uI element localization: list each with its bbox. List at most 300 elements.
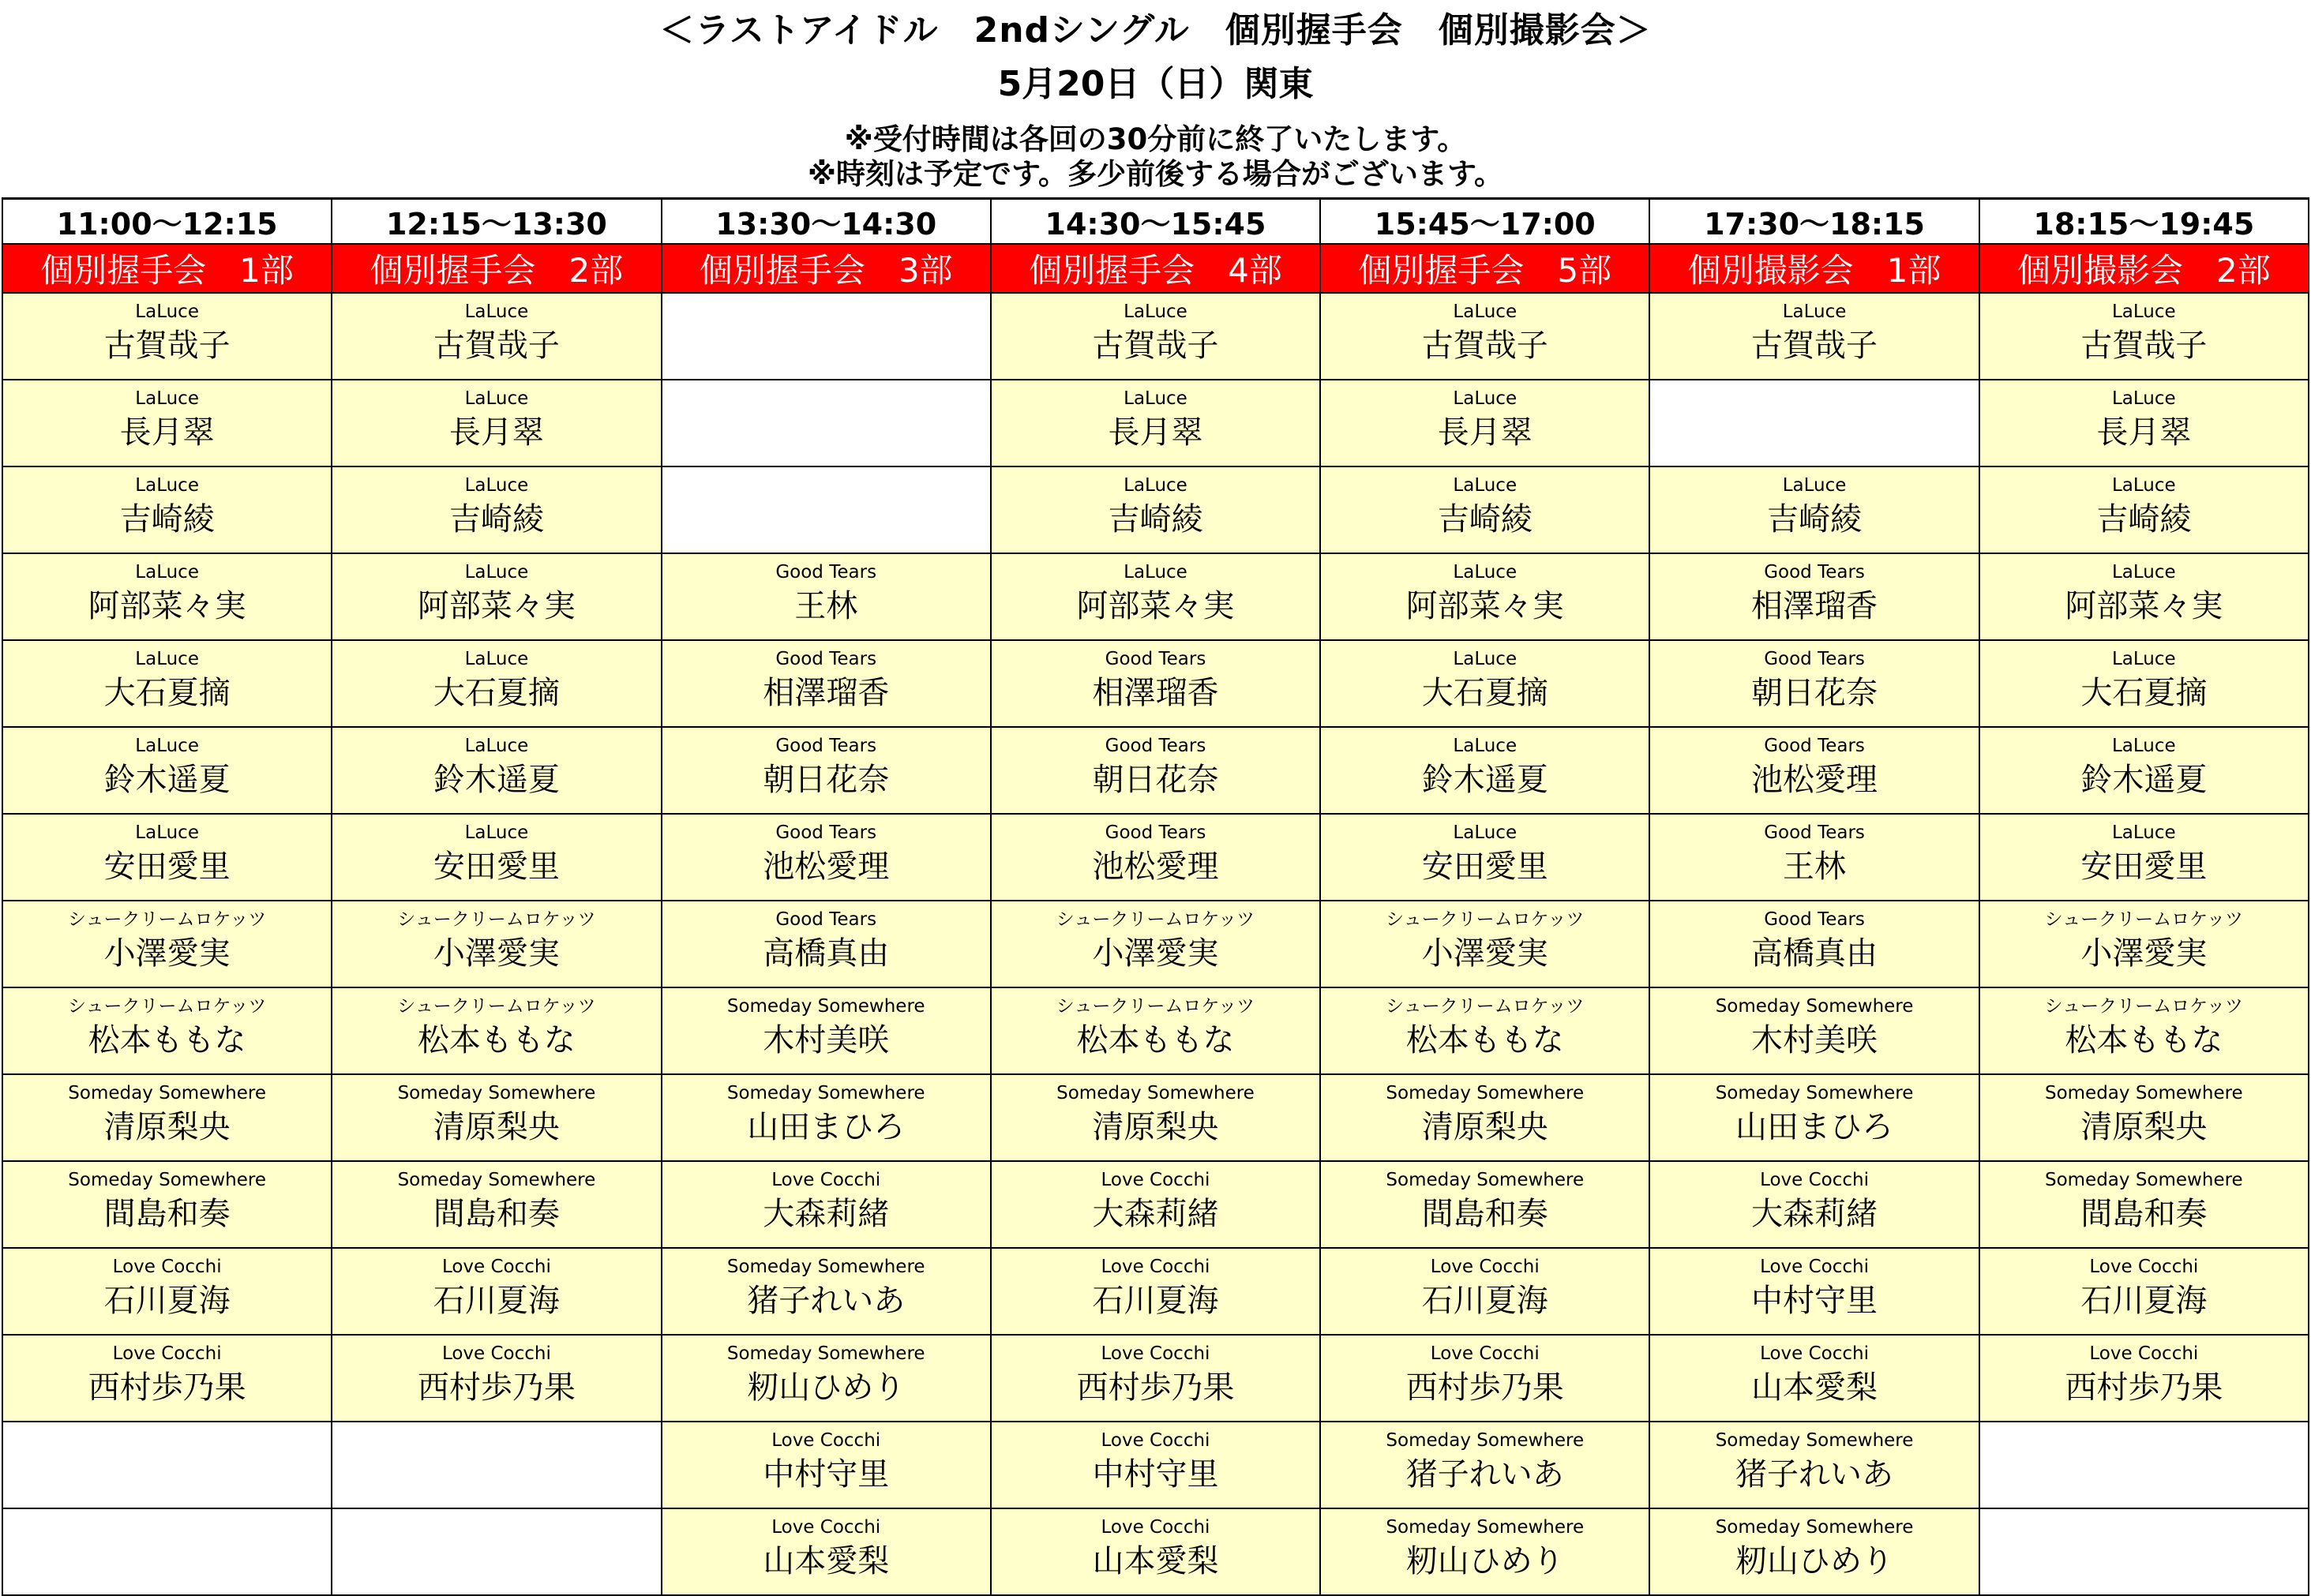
member-slot bbox=[2, 1161, 332, 1248]
group-name: LaLuce bbox=[1453, 649, 1518, 669]
member-slot bbox=[662, 1508, 991, 1595]
group-name: Someday Somewhere bbox=[726, 1343, 925, 1364]
group-name: LaLuce bbox=[464, 562, 529, 583]
member-slot bbox=[1979, 1074, 2309, 1161]
group-name: Someday Somewhere bbox=[397, 1083, 596, 1103]
schedule-body bbox=[2, 293, 2309, 1595]
empty-slot bbox=[2, 1422, 332, 1508]
group-name: LaLuce bbox=[2111, 822, 2176, 843]
member-name: 松本ももな bbox=[2065, 1022, 2223, 1058]
member-slot bbox=[2, 1074, 332, 1161]
empty-slot bbox=[1979, 1508, 2309, 1595]
group-name: Someday Somewhere bbox=[1056, 1083, 1255, 1103]
member-name: 鈴木遥夏 bbox=[103, 762, 231, 798]
member-slot bbox=[991, 293, 1320, 380]
member-name: 石川夏海 bbox=[2080, 1283, 2208, 1319]
member-slot bbox=[991, 640, 1320, 727]
member-slot bbox=[1979, 1335, 2309, 1422]
member-name: 池松愛理 bbox=[1751, 762, 1878, 798]
group-name: Love Cocchi bbox=[771, 1517, 881, 1538]
group-name: Love Cocchi bbox=[1101, 1430, 1210, 1451]
member-name: 安田愛里 bbox=[1421, 849, 1548, 885]
empty-slot bbox=[1649, 380, 1979, 466]
group-name: Someday Somewhere bbox=[726, 996, 925, 1017]
member-name: 籾山ひめり bbox=[1735, 1543, 1894, 1579]
group-name: LaLuce bbox=[1782, 475, 1847, 496]
member-slot bbox=[1320, 814, 1649, 901]
page-title: ＜ラストアイドル 2ndシングル 個別握手会 個別撮影会＞ bbox=[659, 10, 1652, 51]
member-name: 木村美咲 bbox=[1751, 1022, 1878, 1058]
group-name: Love Cocchi bbox=[1760, 1343, 1870, 1364]
empty-slot bbox=[332, 1422, 661, 1508]
member-slot bbox=[1649, 727, 1979, 814]
member-name: 石川夏海 bbox=[103, 1283, 231, 1319]
group-name: Good Tears bbox=[775, 562, 877, 583]
member-slot bbox=[332, 380, 661, 466]
group-name: Someday Somewhere bbox=[1715, 996, 1914, 1017]
group-name: LaLuce bbox=[464, 649, 529, 669]
session-label-5: 個別握手会 5部 bbox=[1320, 244, 1649, 293]
member-slot bbox=[332, 1335, 661, 1422]
member-name: 高橋真由 bbox=[763, 935, 890, 972]
member-slot bbox=[332, 466, 661, 553]
member-name: 大石夏摘 bbox=[1421, 675, 1548, 711]
group-name: LaLuce bbox=[135, 388, 199, 409]
group-name: LaLuce bbox=[464, 822, 529, 843]
member-name: 長月翠 bbox=[448, 414, 544, 451]
table-row bbox=[2, 293, 2309, 380]
group-name: Love Cocchi bbox=[771, 1430, 881, 1451]
group-name: Someday Somewhere bbox=[1386, 1430, 1585, 1451]
member-name: 大森莉緒 bbox=[1092, 1196, 1219, 1232]
member-slot bbox=[662, 814, 991, 901]
member-slot bbox=[332, 814, 661, 901]
group-name: Good Tears bbox=[775, 822, 877, 843]
table-row bbox=[2, 1335, 2309, 1422]
member-name: 山本愛梨 bbox=[1092, 1543, 1219, 1579]
group-name: Good Tears bbox=[1764, 736, 1865, 756]
time-row bbox=[2, 199, 2309, 245]
member-slot bbox=[1320, 1335, 1649, 1422]
member-name: 王林 bbox=[1783, 849, 1847, 885]
member-slot bbox=[662, 1335, 991, 1422]
group-name: LaLuce bbox=[135, 822, 199, 843]
group-name: Love Cocchi bbox=[771, 1170, 881, 1190]
member-slot bbox=[332, 640, 661, 727]
member-slot bbox=[1979, 1248, 2309, 1335]
member-slot bbox=[991, 901, 1320, 987]
member-slot bbox=[1649, 293, 1979, 380]
member-slot bbox=[1320, 1074, 1649, 1161]
group-name: LaLuce bbox=[464, 388, 529, 409]
group-name: Good Tears bbox=[1764, 649, 1865, 669]
member-slot bbox=[1979, 553, 2309, 640]
member-name: 小澤愛実 bbox=[2080, 935, 2208, 972]
group-name: Love Cocchi bbox=[112, 1343, 222, 1364]
member-slot bbox=[1320, 1422, 1649, 1508]
group-name: Love Cocchi bbox=[1430, 1343, 1540, 1364]
table-row bbox=[2, 901, 2309, 987]
member-name: 猪子れいあ bbox=[747, 1283, 906, 1319]
member-slot bbox=[1649, 987, 1979, 1074]
member-name: 安田愛里 bbox=[103, 849, 231, 885]
member-name: 朝日花奈 bbox=[1092, 762, 1219, 798]
member-name: 小澤愛実 bbox=[1421, 935, 1548, 972]
table-row bbox=[2, 640, 2309, 727]
member-name: 朝日花奈 bbox=[1751, 675, 1878, 711]
member-name: 清原梨央 bbox=[1421, 1109, 1548, 1145]
group-name: LaLuce bbox=[1453, 475, 1518, 496]
table-row bbox=[2, 987, 2309, 1074]
member-name: 長月翠 bbox=[1437, 414, 1533, 451]
member-slot bbox=[1979, 466, 2309, 553]
member-name: 阿部菜々実 bbox=[88, 588, 246, 624]
member-slot bbox=[662, 1248, 991, 1335]
group-name: Good Tears bbox=[775, 909, 877, 930]
member-slot bbox=[332, 901, 661, 987]
member-slot bbox=[991, 1422, 1320, 1508]
group-name: シュークリームロケッツ bbox=[1386, 909, 1585, 930]
member-slot bbox=[1979, 987, 2309, 1074]
group-name: シュークリームロケッツ bbox=[1056, 909, 1255, 930]
session-label-1: 個別握手会 1部 bbox=[2, 244, 332, 293]
session-label-4: 個別握手会 4部 bbox=[991, 244, 1320, 293]
member-slot bbox=[1320, 640, 1649, 727]
member-name: 山本愛梨 bbox=[763, 1543, 890, 1579]
group-name: LaLuce bbox=[135, 302, 199, 322]
member-slot bbox=[1320, 380, 1649, 466]
table-row bbox=[2, 727, 2309, 814]
group-name: LaLuce bbox=[2111, 302, 2176, 322]
member-name: 古賀哉子 bbox=[1751, 328, 1878, 364]
group-name: LaLuce bbox=[1453, 302, 1518, 322]
member-slot bbox=[991, 1335, 1320, 1422]
table-row bbox=[2, 1074, 2309, 1161]
group-name: Good Tears bbox=[1764, 562, 1865, 583]
member-slot bbox=[991, 1248, 1320, 1335]
session-label-3: 個別握手会 3部 bbox=[662, 244, 991, 293]
member-name: 阿部菜々実 bbox=[2065, 588, 2223, 624]
session-label-7: 個別撮影会 2部 bbox=[1979, 244, 2309, 293]
member-slot bbox=[1979, 293, 2309, 380]
group-name: Good Tears bbox=[775, 736, 877, 756]
group-name: Good Tears bbox=[1764, 822, 1865, 843]
member-slot bbox=[2, 553, 332, 640]
member-name: 朝日花奈 bbox=[763, 762, 890, 798]
table-row bbox=[2, 814, 2309, 901]
member-name: 小澤愛実 bbox=[433, 935, 560, 972]
group-name: シュークリームロケッツ bbox=[1386, 996, 1585, 1017]
session-row bbox=[2, 244, 2309, 293]
member-name: 長月翠 bbox=[2096, 414, 2192, 451]
member-name: 清原梨央 bbox=[103, 1109, 231, 1145]
member-slot bbox=[1979, 727, 2309, 814]
group-name: Good Tears bbox=[1764, 909, 1865, 930]
member-slot bbox=[1649, 553, 1979, 640]
member-slot bbox=[662, 1074, 991, 1161]
group-name: Love Cocchi bbox=[441, 1343, 551, 1364]
group-name: LaLuce bbox=[464, 302, 529, 322]
member-name: 長月翠 bbox=[1108, 414, 1203, 451]
member-name: 清原梨央 bbox=[1092, 1109, 1219, 1145]
group-name: LaLuce bbox=[135, 736, 199, 756]
member-slot bbox=[1320, 987, 1649, 1074]
member-name: 松本ももな bbox=[1405, 1022, 1564, 1058]
group-name: Love Cocchi bbox=[1101, 1170, 1210, 1190]
group-name: LaLuce bbox=[1453, 388, 1518, 409]
group-name: Someday Somewhere bbox=[1386, 1170, 1585, 1190]
member-slot bbox=[1979, 1161, 2309, 1248]
time-slot-4: 14:30〜15:45 bbox=[991, 199, 1320, 245]
member-name: 大森莉緒 bbox=[1751, 1196, 1878, 1232]
group-name: シュークリームロケッツ bbox=[2044, 909, 2244, 930]
member-name: 高橋真由 bbox=[1751, 935, 1878, 972]
member-slot bbox=[1649, 640, 1979, 727]
member-slot bbox=[1649, 1074, 1979, 1161]
member-slot bbox=[2, 987, 332, 1074]
event-date: 5月20日（日）関東 bbox=[997, 64, 1314, 104]
member-name: 籾山ひめり bbox=[1405, 1543, 1564, 1579]
member-slot bbox=[1320, 1248, 1649, 1335]
group-name: Someday Somewhere bbox=[1715, 1517, 1914, 1538]
group-name: Someday Somewhere bbox=[726, 1257, 925, 1277]
group-name: Someday Somewhere bbox=[2044, 1170, 2243, 1190]
group-name: Love Cocchi bbox=[2089, 1343, 2199, 1364]
group-name: シュークリームロケッツ bbox=[67, 996, 267, 1017]
session-label-2: 個別握手会 2部 bbox=[332, 244, 661, 293]
member-slot bbox=[1649, 466, 1979, 553]
group-name: シュークリームロケッツ bbox=[397, 909, 596, 930]
member-slot bbox=[332, 727, 661, 814]
member-slot bbox=[662, 640, 991, 727]
group-name: LaLuce bbox=[135, 475, 199, 496]
member-name: 山本愛梨 bbox=[1751, 1369, 1878, 1406]
member-name: 鈴木遥夏 bbox=[433, 762, 560, 798]
member-name: 長月翠 bbox=[119, 414, 215, 451]
member-name: 間島和奏 bbox=[103, 1196, 231, 1232]
member-name: 西村歩乃果 bbox=[417, 1369, 576, 1406]
member-slot bbox=[1649, 901, 1979, 987]
member-slot bbox=[662, 727, 991, 814]
group-name: Love Cocchi bbox=[1101, 1257, 1210, 1277]
member-name: 中村守里 bbox=[1751, 1283, 1878, 1319]
table-row bbox=[2, 466, 2309, 553]
member-name: 松本ももな bbox=[88, 1022, 246, 1058]
group-name: LaLuce bbox=[1124, 302, 1187, 322]
empty-slot bbox=[662, 466, 991, 553]
member-name: 清原梨央 bbox=[2080, 1109, 2208, 1145]
member-name: 木村美咲 bbox=[763, 1022, 890, 1058]
member-slot bbox=[1979, 640, 2309, 727]
group-name: LaLuce bbox=[1124, 388, 1187, 409]
group-name: LaLuce bbox=[464, 736, 529, 756]
member-name: 山田まひろ bbox=[1735, 1109, 1894, 1145]
group-name: Good Tears bbox=[1105, 736, 1206, 756]
table-row bbox=[2, 1248, 2309, 1335]
member-name: 阿部菜々実 bbox=[1405, 588, 1564, 624]
group-name: Love Cocchi bbox=[1430, 1257, 1540, 1277]
member-slot bbox=[991, 727, 1320, 814]
member-name: 間島和奏 bbox=[1421, 1196, 1548, 1232]
member-name: 鈴木遥夏 bbox=[1421, 762, 1548, 798]
member-slot bbox=[991, 1161, 1320, 1248]
member-slot bbox=[2, 380, 332, 466]
member-slot bbox=[991, 553, 1320, 640]
group-name: LaLuce bbox=[135, 649, 199, 669]
member-slot bbox=[1649, 1422, 1979, 1508]
member-name: 古賀哉子 bbox=[1421, 328, 1548, 364]
member-name: 安田愛里 bbox=[433, 849, 560, 885]
time-slot-3: 13:30〜14:30 bbox=[662, 199, 991, 245]
group-name: シュークリームロケッツ bbox=[1056, 996, 1255, 1017]
member-name: 松本ももな bbox=[1076, 1022, 1235, 1058]
group-name: Love Cocchi bbox=[441, 1257, 551, 1277]
member-slot bbox=[991, 1074, 1320, 1161]
member-slot bbox=[662, 987, 991, 1074]
member-slot bbox=[2, 814, 332, 901]
member-slot bbox=[991, 987, 1320, 1074]
member-name: 吉崎綾 bbox=[2096, 501, 2192, 538]
group-name: LaLuce bbox=[1453, 736, 1518, 756]
member-name: 猪子れいあ bbox=[1405, 1456, 1564, 1493]
member-slot bbox=[662, 901, 991, 987]
member-name: 鈴木遥夏 bbox=[2080, 762, 2208, 798]
group-name: Love Cocchi bbox=[112, 1257, 222, 1277]
group-name: Love Cocchi bbox=[1760, 1170, 1870, 1190]
time-slot-5: 15:45〜17:00 bbox=[1320, 199, 1649, 245]
member-slot bbox=[1320, 727, 1649, 814]
member-name: 古賀哉子 bbox=[1092, 328, 1219, 364]
group-name: Someday Somewhere bbox=[1386, 1517, 1585, 1538]
member-name: 阿部菜々実 bbox=[1076, 588, 1235, 624]
member-slot bbox=[1320, 901, 1649, 987]
member-name: 吉崎綾 bbox=[1767, 501, 1863, 538]
member-name: 小澤愛実 bbox=[1092, 935, 1219, 972]
member-slot bbox=[1979, 814, 2309, 901]
member-slot bbox=[2, 1248, 332, 1335]
group-name: LaLuce bbox=[135, 562, 199, 583]
member-name: 相澤瑠香 bbox=[763, 675, 890, 711]
member-slot bbox=[2, 640, 332, 727]
group-name: LaLuce bbox=[2111, 475, 2176, 496]
group-name: Love Cocchi bbox=[1101, 1517, 1210, 1538]
member-slot bbox=[991, 380, 1320, 466]
member-name: 松本ももな bbox=[417, 1022, 576, 1058]
group-name: Someday Somewhere bbox=[1715, 1083, 1914, 1103]
member-name: 大森莉緒 bbox=[763, 1196, 890, 1232]
member-name: 間島和奏 bbox=[2080, 1196, 2208, 1232]
member-slot bbox=[1320, 1161, 1649, 1248]
table-row bbox=[2, 1422, 2309, 1508]
member-slot bbox=[1649, 1161, 1979, 1248]
group-name: LaLuce bbox=[2111, 736, 2176, 756]
table-row bbox=[2, 1508, 2309, 1595]
group-name: LaLuce bbox=[2111, 649, 2176, 669]
empty-slot bbox=[1979, 1422, 2309, 1508]
member-name: 相澤瑠香 bbox=[1751, 588, 1878, 624]
member-name: 中村守里 bbox=[763, 1456, 890, 1493]
member-slot bbox=[2, 901, 332, 987]
group-name: LaLuce bbox=[1782, 302, 1847, 322]
table-row bbox=[2, 553, 2309, 640]
member-slot bbox=[1979, 380, 2309, 466]
member-name: 石川夏海 bbox=[433, 1283, 560, 1319]
member-name: 吉崎綾 bbox=[448, 501, 544, 538]
member-slot bbox=[332, 1074, 661, 1161]
group-name: LaLuce bbox=[464, 475, 529, 496]
member-slot bbox=[1649, 1248, 1979, 1335]
member-name: 石川夏海 bbox=[1421, 1283, 1548, 1319]
member-name: 古賀哉子 bbox=[2080, 328, 2208, 364]
member-slot bbox=[1649, 814, 1979, 901]
member-name: 池松愛理 bbox=[763, 849, 890, 885]
member-name: 阿部菜々実 bbox=[417, 588, 576, 624]
empty-slot bbox=[332, 1508, 661, 1595]
group-name: Someday Somewhere bbox=[726, 1083, 925, 1103]
session-label-6: 個別撮影会 1部 bbox=[1649, 244, 1979, 293]
member-slot bbox=[1320, 553, 1649, 640]
empty-slot bbox=[662, 380, 991, 466]
group-name: Someday Somewhere bbox=[1715, 1430, 1914, 1451]
schedule-note: ※時刻は予定です。多少前後する場合がございます。 bbox=[807, 157, 1504, 191]
member-name: 大石夏摘 bbox=[2080, 675, 2208, 711]
member-slot bbox=[662, 1161, 991, 1248]
group-name: シュークリームロケッツ bbox=[2044, 996, 2244, 1017]
group-name: Someday Somewhere bbox=[68, 1083, 266, 1103]
reception-note: ※受付時間は各回の30分前に終了いたします。 bbox=[844, 122, 1467, 156]
member-slot bbox=[991, 466, 1320, 553]
group-name: LaLuce bbox=[2111, 388, 2176, 409]
time-slot-1: 11:00〜12:15 bbox=[2, 199, 332, 245]
member-slot bbox=[332, 1161, 661, 1248]
member-name: 間島和奏 bbox=[433, 1196, 560, 1232]
member-slot bbox=[1320, 293, 1649, 380]
member-name: 西村歩乃果 bbox=[1405, 1369, 1564, 1406]
member-name: 王林 bbox=[794, 588, 858, 624]
member-name: 吉崎綾 bbox=[1437, 501, 1533, 538]
member-slot bbox=[332, 553, 661, 640]
member-name: 籾山ひめり bbox=[747, 1369, 906, 1406]
member-slot bbox=[1979, 901, 2309, 987]
member-slot bbox=[332, 293, 661, 380]
time-slot-6: 17:30〜18:15 bbox=[1649, 199, 1979, 245]
member-slot bbox=[2, 466, 332, 553]
member-name: 清原梨央 bbox=[433, 1109, 560, 1145]
member-slot bbox=[2, 727, 332, 814]
member-slot bbox=[1649, 1508, 1979, 1595]
member-name: 池松愛理 bbox=[1092, 849, 1219, 885]
group-name: LaLuce bbox=[1124, 562, 1187, 583]
member-slot bbox=[2, 1335, 332, 1422]
member-slot bbox=[332, 987, 661, 1074]
member-slot bbox=[991, 1508, 1320, 1595]
group-name: Love Cocchi bbox=[1760, 1257, 1870, 1277]
member-name: 古賀哉子 bbox=[433, 328, 560, 364]
member-name: 大石夏摘 bbox=[103, 675, 231, 711]
group-name: Good Tears bbox=[1105, 649, 1206, 669]
member-name: 西村歩乃果 bbox=[88, 1369, 246, 1406]
member-name: 安田愛里 bbox=[2080, 849, 2208, 885]
group-name: Someday Somewhere bbox=[68, 1170, 266, 1190]
group-name: Someday Somewhere bbox=[397, 1170, 596, 1190]
member-name: 西村歩乃果 bbox=[2065, 1369, 2223, 1406]
schedule-table bbox=[2, 197, 2309, 1596]
group-name: LaLuce bbox=[2111, 562, 2176, 583]
member-slot bbox=[2, 293, 332, 380]
time-slot-7: 18:15〜19:45 bbox=[1979, 199, 2309, 245]
group-name: Someday Somewhere bbox=[1386, 1083, 1585, 1103]
page-header bbox=[0, 0, 2311, 197]
